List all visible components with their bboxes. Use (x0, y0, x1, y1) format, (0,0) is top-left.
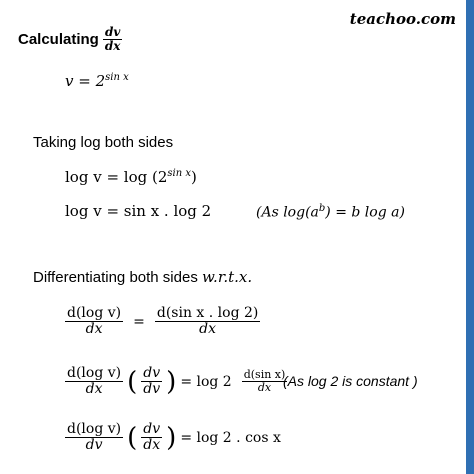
eq1-equals: = (133, 313, 145, 330)
log-line-2: log v = sin x . log 2 (65, 202, 212, 220)
eq2-mid: = log 2 (180, 373, 232, 390)
equation-2 (65, 366, 287, 398)
heading (18, 26, 122, 53)
differentiating-text (33, 268, 252, 286)
teachoo-logo: teachoo.com (349, 10, 456, 28)
v-def-lhs: v = 2 (65, 72, 106, 90)
equation-3 (65, 422, 281, 454)
eq2-right-frac (242, 369, 288, 394)
log-line1-exp: sin x (167, 168, 191, 179)
eq3-rhs: = log 2 . cos x (180, 429, 281, 446)
eq1-right-frac (155, 306, 261, 338)
eq2-close-paren: ) (166, 366, 177, 397)
eq2-inner-num: dv (143, 365, 161, 381)
heading-fraction (103, 26, 123, 53)
eq2-rnum: d(sin x) (243, 368, 286, 382)
eq2-inner-frac (141, 366, 162, 398)
heading-label: Calculating (18, 31, 99, 49)
heading-frac-den: dx (104, 39, 121, 54)
eq1-rden: dx (199, 321, 217, 338)
log-line1-close: ) (191, 168, 197, 186)
constant-note: (As log 2 is constant ) (283, 373, 418, 389)
eq3-inner-frac (141, 422, 162, 454)
heading-frac-num: dv (104, 25, 121, 39)
eq1-lden: dx (85, 321, 103, 338)
log-line-1 (65, 168, 197, 186)
eq3-left-frac (65, 422, 123, 454)
log-rule-note (256, 203, 405, 221)
taking-log-text: Taking log both sides (33, 134, 174, 151)
eq3-lnum: d(log v) (67, 421, 122, 437)
note-suffix: ) = b log a) (325, 204, 405, 221)
eq3-inner-den: dx (143, 437, 161, 454)
diff-text: Differentiating both sides (33, 269, 198, 286)
eq1-rnum: d(sin x . log 2) (156, 305, 259, 321)
eq3-open-paren: ( (127, 422, 138, 453)
eq2-open-paren: ( (127, 366, 138, 397)
eq3-lden: dv (85, 437, 103, 454)
eq1-lnum: d(log v) (67, 305, 122, 321)
eq2-lden: dx (85, 381, 103, 398)
eq1-left-frac (65, 306, 123, 338)
v-def-exp: sin x (105, 72, 129, 83)
eq3-inner-num: dv (143, 421, 161, 437)
note-exp: b (318, 203, 326, 214)
eq2-left-frac (65, 366, 123, 398)
wrt-text: w.r.t.x. (202, 268, 253, 286)
eq3-close-paren: ) (166, 422, 177, 453)
eq2-lnum: d(log v) (67, 365, 122, 381)
scrollbar[interactable] (466, 0, 474, 474)
note-prefix: (As log(a (256, 204, 319, 221)
equation-1 (65, 306, 260, 338)
v-definition (65, 72, 129, 90)
log-line1-base: (2 (152, 168, 168, 186)
log-line1-lhs: log v = log (65, 168, 148, 186)
eq2-inner-den: dv (143, 381, 161, 398)
eq2-rden: dx (257, 381, 272, 395)
